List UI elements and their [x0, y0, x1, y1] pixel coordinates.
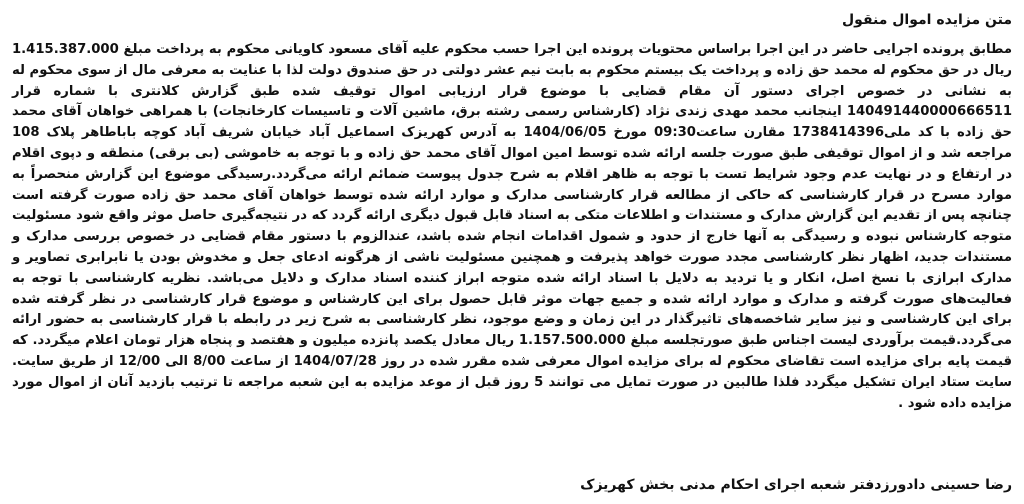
document-body-text: مطابق پرونده اجرایی حاضر در این اجرا براساس محتویات پرونده این اجرا حسب محکوم علیه آقای مسعود کاویانی محکوم به پرداخت مبلغ 1.415.387.000 ریال در حق محکوم له محمد حق زاده و پرداخت یک بیستم محکوم به بابت نیم عشر دولتی در حق صندوق دولت لذا با عنایت به معرفی مال از سوی محکوم له به نشانی در خصوص اجرای دستور آن مقام قضایی با موضوع قرار ارزیابی اموال توقیف شده طبق گزارش کلانتری با شماره قرار 140491440000666511 اینجانب محمد مهدی زندی نژاد (کارشناس رسمی رشته برق، ماشین آلات و تاسیسات کارخانجات) با همراهی خواهان آقای محمد حق زاده با کد ملی1738414396 مقارن ساعت09:30 مورخ 1404/06/05 به آدرس کهریزک اسماعیل آباد خیابان شریف آباد کوچه باباطاهر پلاک 108 مراجعه شد و از اموال توقیفی طبق صورت جلسه ارائه شده توسط امین اموال آقای محمد حق زاده و با توجه به خاموشی (بی برقی) منطقه و دپوی اقلام در ارتفاع و در نهایت عدم وجود شرایط تست با توجه به ظاهر اقلام به شرح جدول پیوست ضمائم ارائه می‌گردد.رسیدگی موضوع این گزارش منحصراً به موارد مسرح در قرار کارشناسی که حاکی از مطالعه قرار کارشناسی مدارک و موارد ارائه شده توسط خواهان آقای محمد حق زاده صورت گرفته است چنانچه پس از تقدیم این گزارش مدارک و مستندات و اطلاعات متکی به اسناد قابل قبول دیگری ارائه گردد که در نتیجه‌گیری حاصل موثر واقع شود مسئولیت متوجه کارشناس نبوده و رسیدگی به آنها خارج از حدود و شمول اقدامات انجام شده باشد، عندالزوم با دستور مقام قضایی در خصوص بررسی مدارک و مستندات جدید، اظهار نظر کارشناسی مجدد صورت خواهد پذیرفت و همچنین مسئولیت ناشی از هرگونه ادعای جعل و مخدوش بودن یا نابرابری تصاویر و مدارک ابرازی با نسخ اصل، انکار و یا تردید به دلایل با اسناد ارائه شده متوجه ابراز کننده اسناد مدارک و دلایل می‌باشد. نظریه کارشناسی با توجه به فعالیت‌های صورت گرفته و مدارک و موارد ارائه شده و جمیع جهات موثر قابل حصول برای این کارشناس و موضوع قرار کارشناسی در نظر گرفته شده برای این کارشناسی و نیز سایر شاخصه‌های تاثیرگذار در این زمان و وضع موجود، نظر کارشناسی به شرح زیر در رابطه با قرار کارشناسی به حضور ارائه می‌گردد.قیمت برآوردی لیست اجناس طبق صورتجلسه مبلغ 1.157.500.000 ریال معادل یکصد پانزده میلیون و هفتصد و پنجاه هزار تومان اعلام میگردد. که قیمت پایه برای مزایده است تقاضای محکوم له برای مزایده اموال معرفی شده مقرر شده در روز 1404/07/28 از ساعت 8/00 الی 12/00 از طریق سایت. سایت ستاد ایران تشکیل میگردد فلذا طالبین در صورت تمایل می توانند 5 روز قبل از موعد مزایده به این شعبه مراجعه تا ترتیب بازدید آنان از اموال مورد مزایده داده شود . — [11, 42, 1013, 411]
document-signature: رضا حسینی دادورزدفتر شعبه اجرای احکام مدنی بخش کهریزک — [580, 477, 1012, 493]
document-title: متن مزایده اموال منقول — [842, 12, 1012, 28]
